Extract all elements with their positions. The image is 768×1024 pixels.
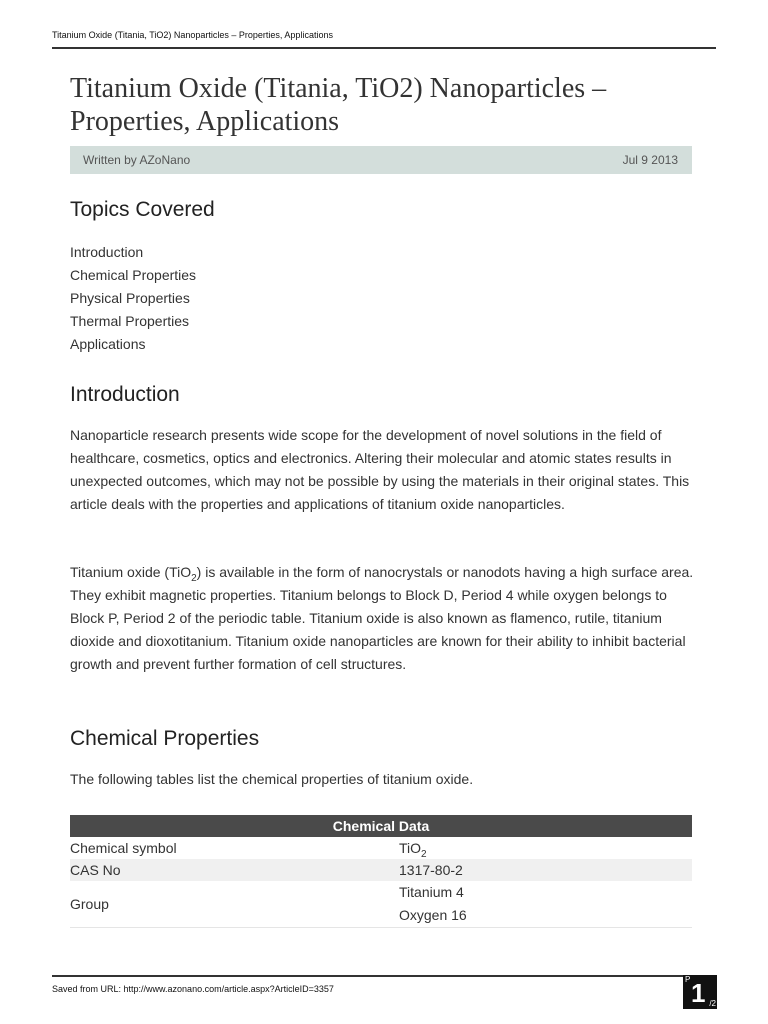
topic-link-thermal-properties[interactable]: Thermal Properties bbox=[70, 313, 190, 329]
topic-link-chemical-properties[interactable]: Chemical Properties bbox=[70, 267, 197, 283]
page-number-badge bbox=[683, 975, 717, 1009]
topic-link-introduction[interactable]: Introduction bbox=[70, 244, 144, 260]
saved-from-url: Saved from URL: http://www.azonano.com/article.aspx?ArticleID=3357 bbox=[52, 984, 334, 994]
article-title: Titanium Oxide (Titania, TiO2) Nanoparticles – Properties, Applications bbox=[70, 73, 607, 137]
table-header: Chemical Data bbox=[70, 815, 692, 837]
table-cell-value: 1317-80-2 bbox=[399, 859, 692, 881]
para2-subscript: 2 bbox=[191, 572, 197, 584]
topics-list bbox=[70, 241, 196, 356]
table-header-row bbox=[70, 815, 692, 837]
header-divider bbox=[52, 47, 716, 49]
introduction-heading: Introduction bbox=[70, 383, 180, 406]
table-cell-label: Chemical symbol bbox=[70, 840, 177, 856]
page-number: 1 bbox=[691, 978, 706, 1008]
topic-link-physical-properties[interactable]: Physical Properties bbox=[70, 290, 190, 306]
chemical-data-table bbox=[70, 815, 692, 928]
table-cell-label: CAS No bbox=[70, 859, 399, 881]
running-header-title: Titanium Oxide (Titania, TiO2) Nanoparticles – Properties, Applications bbox=[52, 30, 333, 40]
group-value-titanium: Titanium 4 bbox=[399, 884, 464, 900]
table-row bbox=[70, 837, 692, 859]
topics-heading: Topics Covered bbox=[70, 198, 215, 221]
byline-date: Jul 9 2013 bbox=[622, 153, 678, 167]
introduction-paragraph-1: Nanoparticle research presents wide scope for the development of novel solutions in the field of healthcare, cosmetics, optics and electronics. Altering their molecular and atomic states results in unexpected outcomes, which may not be possible by using the materials in their original states. This article deals with the properties and applications of titanium oxide nanoparticles. bbox=[70, 427, 690, 512]
table-cell-label: Group bbox=[70, 881, 399, 928]
para2-text-start: Titanium oxide (TiO bbox=[70, 564, 192, 580]
byline-bar bbox=[70, 146, 692, 174]
table-cell-value bbox=[399, 881, 692, 928]
chemical-symbol-subscript: 2 bbox=[421, 848, 427, 860]
introduction-paragraph-2 bbox=[70, 561, 695, 676]
page-total: /2 bbox=[709, 999, 716, 1008]
chemical-properties-heading: Chemical Properties bbox=[70, 727, 260, 750]
para2-text-end: ) is available in the form of nanocrystals or nanodots having a high surface area. They exhibit magnetic properties. Titanium belongs to Block D, Period 4 while oxygen belongs to Block P, Period 2 of the periodic table. Titanium oxide is also known as flamenco, rutile, titanium dioxide and dioxotitanium. Titanium oxide nanoparticles are known for their ability to inhibit bacterial growth and prevent further formation of cell structures. bbox=[70, 564, 694, 672]
chemical-properties-intro: The following tables list the chemical properties of titanium oxide. bbox=[70, 771, 474, 787]
table-row bbox=[70, 881, 692, 928]
chemical-symbol-main: TiO bbox=[399, 840, 422, 856]
table-row bbox=[70, 859, 692, 881]
byline-author: Written by AZoNano bbox=[83, 153, 191, 167]
group-value-oxygen: Oxygen 16 bbox=[399, 907, 467, 923]
footer-divider bbox=[52, 975, 692, 977]
table-cell-value bbox=[399, 837, 692, 859]
page-prefix: P bbox=[685, 975, 691, 984]
topic-link-applications[interactable]: Applications bbox=[70, 336, 146, 352]
